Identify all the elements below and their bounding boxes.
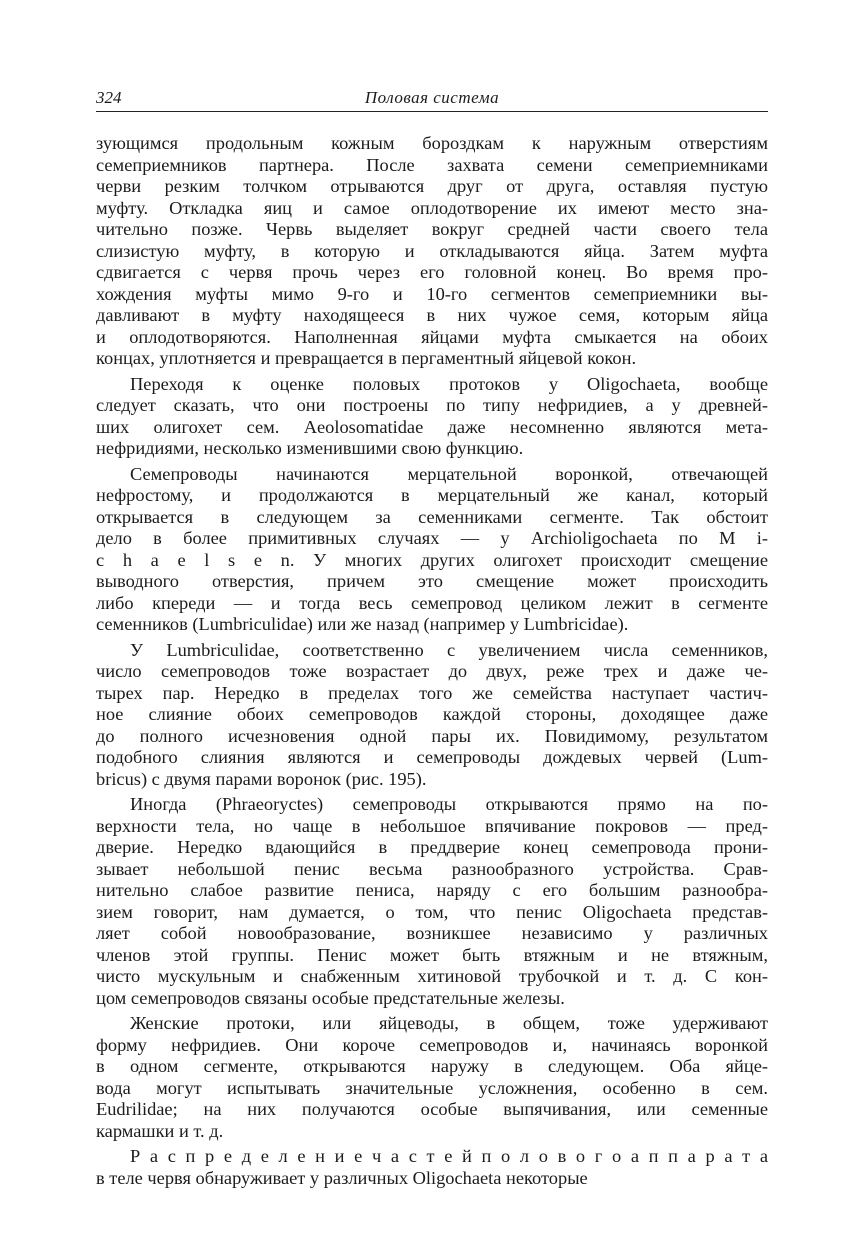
text-line: хождения муфты мимо 9-го и 10-го сегментов семеприемники вы- [96,283,768,304]
text-line: до полного исчезновения одной пары их. Повидимому, результатом [96,725,768,746]
text-line: У Lumbriculidae, соответственно с увеличением числа семенников, [130,639,768,660]
paragraph [96,640,768,791]
text-line: и оплодотворяются. Наполненная яйцами муфта смыкается на обоих [96,326,768,347]
text-line: нефростому, и продолжаются в мерцательный же канал, который [96,485,768,505]
paragraph [96,464,768,636]
paragraph [96,374,768,460]
text-line: слизистую муфту, в которую и откладываются яйца. Затем муфта [96,240,768,261]
text-line: либо кпереди — и тогда весь семепровод целиком лежит в сегменте [96,592,768,613]
text-line: чительно позже. Червь выделяет вокруг средней части своего тела [96,219,768,239]
text-line: черви резким толчком отрываются друг от друга, оставляя пустую [96,176,768,196]
text-line: форму нефридиев. Они короче семепроводов и, начинаясь воронкой [96,1034,768,1055]
text-line: цом семепроводов связаны особые предстательные железы. [96,987,565,1008]
text-line: дверие. Нередко вдающийся в преддверие конец семепровода прони- [96,837,768,857]
text-line: Женские протоки, или яйцеводы, в общем, тоже удерживают [130,1013,768,1033]
text-line: зующимся продольным кожным бороздкам к наружным отверстиям [96,133,768,153]
text-line: концах, уплотняется и превращается в пергаментный яйцевой кокон. [96,348,637,368]
text-line: Переходя к оценке половых протоков у Oligochaeta, вообще [130,373,768,394]
text-line: ших олигохет сем. Aeolosomatidae даже несомненно являются мета- [96,416,768,437]
running-title: Половая система [364,88,500,107]
text-line: число семепроводов тоже возрастает до двух, реже трех и даже че- [96,661,768,681]
text-line: тырех пар. Нередко в пределах того же семейства наступает частич- [96,682,768,703]
page-number: 324 [96,88,122,107]
text-line: чисто мускульным и снабженным хитиновой трубочкой и т. д. С кон- [96,966,768,986]
text-line: выводного отверстия, причем это смещение может происходить [96,571,768,591]
text-line: ное слияние обоих семепроводов каждой стороны, доходящее даже [96,704,768,724]
page-header [96,84,768,110]
paragraph [96,794,768,1009]
text-line: Р а с п р е д е л е н и е ч а с т е й п о л о в о г о а п п а р а т а [130,1146,768,1166]
text-line: подобного слияния являются и семепроводы дождевых червей (Lum- [96,747,768,767]
text-line: в теле червя обнаруживает у различных Oligochaeta некоторые [96,1167,588,1188]
text-line: Семепроводы начинаются мерцательной воронкой, отвечающей [130,463,768,484]
text-line: bricus) с двумя парами воронок (рис. 195). [96,768,427,789]
text-line: муфту. Откладка яиц и самое оплодотворение их имеют место зна- [96,197,768,218]
text-line: ляет собой новообразование, возникшее независимо у различных [96,923,768,943]
text-line: членов этой группы. Пенис может быть втяжным и не втяжным, [96,944,768,965]
paragraph [96,1013,768,1142]
text-line: открывается в следующем за семенниками сегменте. Так обстоит [96,506,768,527]
text-line: дело в более примитивных случаях — у Archioligochaeta по М i- [96,528,768,548]
text-line: кармашки и т. д. [96,1120,224,1141]
text-line: в одном сегменте, открываются наружу в следующем. Оба яйце- [96,1056,768,1076]
text-line: семенников (Lumbriculidae) или же назад (например у Lumbricidae). [96,614,629,634]
body-text [96,133,768,1193]
text-line: нефридиями, несколько изменившими свою функцию. [96,438,524,458]
text-line: нительно слабое развитие пениса, наряду с его большим разнообра- [96,880,768,900]
header-rule [96,111,768,112]
text-line: Eudrilidae; на них получаются особые выпячивания, или семенные [96,1099,768,1119]
text-line: Иногда (Phraeoryctes) семепроводы открываются прямо на по- [130,794,768,814]
text-line: семеприемников партнера. После захвата семени семеприемниками [96,154,768,175]
text-line: верхности тела, но чаще в небольшое впячивание покровов — пред- [96,815,768,836]
text-line: зывает небольшой пенис весьма разнообразного устройства. Срав- [96,858,768,879]
paragraph [96,1146,768,1189]
text-line: вода могут испытывать значительные усложнения, особенно в сем. [96,1077,768,1098]
text-line: зием говорит, нам думается, о том, что пенис Oligochaeta представ- [96,901,768,922]
paragraph [96,133,768,370]
text-line: сдвигается с червя прочь через его головной конец. Во время про- [96,262,768,282]
text-line: давливают в муфту находящееся в них чужое семя, которым яйца [96,305,768,325]
text-line: c h a e l s e n. У многих других олигохет происходит смещение [96,549,768,570]
text-line: следует сказать, что они построены по типу нефридиев, а у древней- [96,395,768,415]
